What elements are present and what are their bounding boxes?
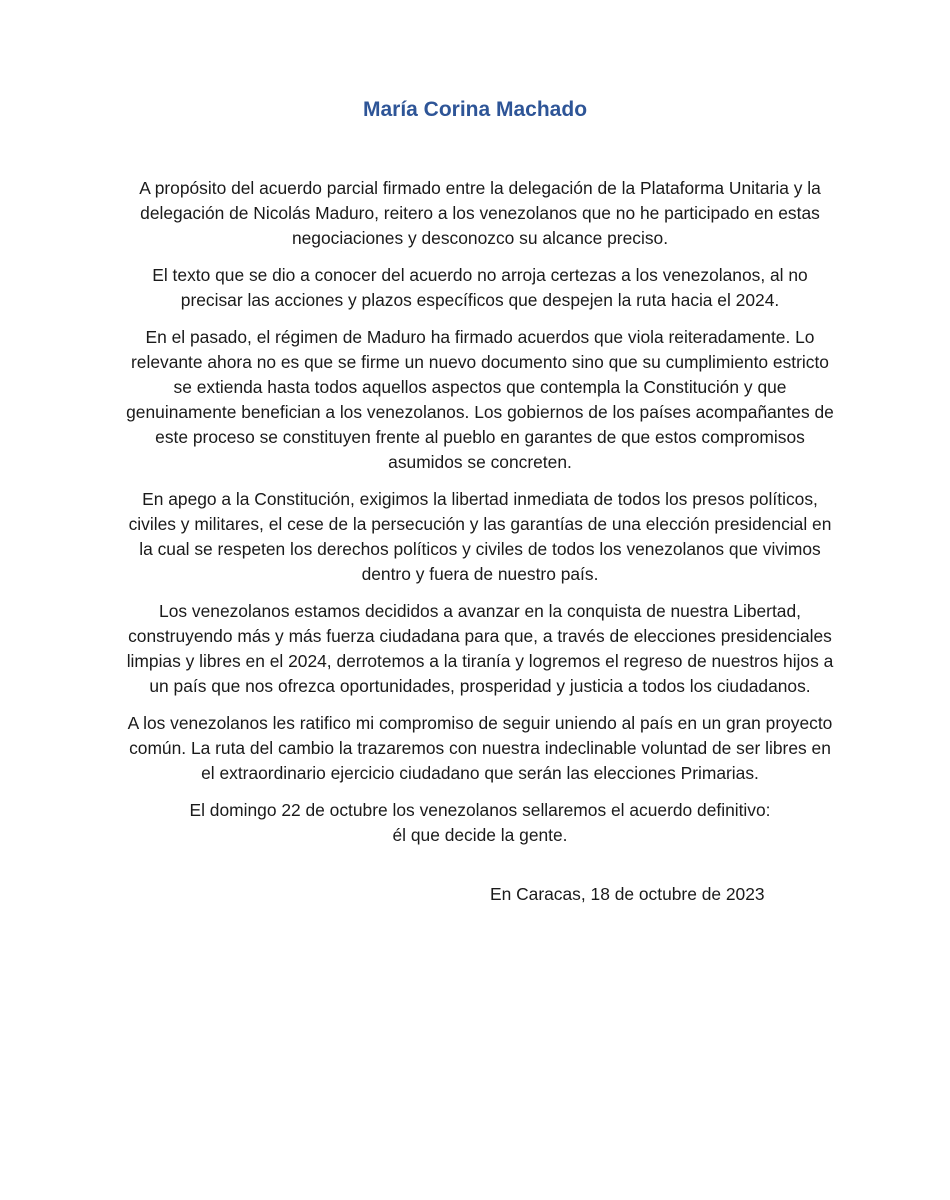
paragraph-1: A propósito del acuerdo parcial firmado entre la delegación de la Plataforma Unitaria y la delegación de Nicolás Maduro, reitero a los venezolanos que no he participado en estas negociaciones y desconozco su alcance preciso. xyxy=(139,178,821,248)
paragraph-5: Los venezolanos estamos decididos a avanzar en la conquista de nuestra Libertad, construyendo más y más fuerza ciudadana para que, a través de elecciones presidenciales limpias y libres en el 2024, derrotemos a la tiranía y logremos el regreso de nuestros hijos a un país que nos ofrezca oportunidades, prosperidad y justicia a todos los ciudadanos. xyxy=(126,601,834,696)
paragraph-6: A los venezolanos les ratifico mi compromiso de seguir uniendo al país en un gran proyecto común. La ruta del cambio la trazaremos con nuestra indeclinable voluntad de ser libres en el extraordinario ejercicio ciudadano que serán las elecciones Primarias. xyxy=(127,713,833,783)
document-body xyxy=(120,176,840,848)
paragraph-3: En el pasado, el régimen de Maduro ha firmado acuerdos que viola reiteradamente. Lo relevante ahora no es que se firme un nuevo documento sino que su cumplimiento estricto se extienda hasta todos aquellos aspectos que contempla la Constitución y que genuinamente benefician a los venezolanos. Los gobiernos de los países acompañantes de este proceso se constituyen frente al pueblo en garantes de que estos compromisos asumidos se concreten. xyxy=(126,327,834,472)
closing-line-2: él que decide la gente. xyxy=(392,825,568,845)
closing-line-1: El domingo 22 de octubre los venezolanos sellaremos el acuerdo definitivo: xyxy=(189,800,771,820)
paragraph-2: El texto que se dio a conocer del acuerdo no arroja certezas a los venezolanos, al no precisar las acciones y plazos específicos que despejen la ruta hacia el 2024. xyxy=(152,265,808,310)
signoff-place-date: En Caracas, 18 de octubre de 2023 xyxy=(490,884,765,904)
document-title: María Corina Machado xyxy=(362,98,588,121)
paragraph-4: En apego a la Constitución, exigimos la libertad inmediata de todos los presos políticos, civiles y militares, el cese de la persecución y las garantías de una elección presidencial en la cual se respeten los derechos políticos y civiles de todos los venezolanos que vivimos dentro y fuera de nuestro país. xyxy=(128,489,832,584)
